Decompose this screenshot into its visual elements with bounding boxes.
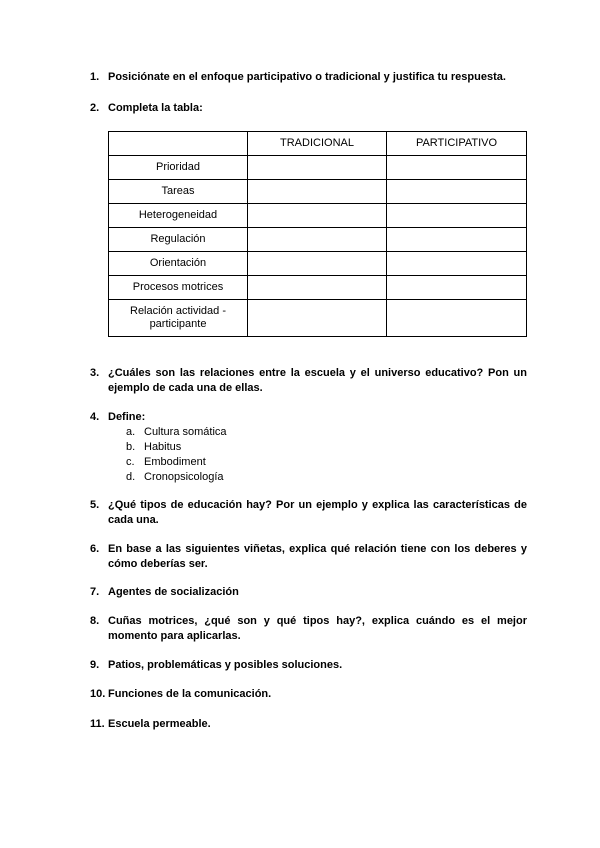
table-row: [109, 276, 527, 300]
question-number: 11.: [90, 718, 105, 730]
table-cell-tradicional[interactable]: [248, 156, 387, 180]
question-text: Define:: [108, 411, 146, 423]
table-cell-participativo[interactable]: [387, 156, 527, 180]
list-item-text: Habitus: [144, 441, 182, 453]
question-2: [90, 101, 527, 116]
table-cell-tradicional[interactable]: [248, 204, 387, 228]
question-11: [90, 717, 527, 732]
question-text: ¿Cuáles son las relaciones entre la escuela y el universo educativo? Pon un ejemplo de cada una de ellas.: [108, 367, 527, 394]
table-cell-participativo[interactable]: [387, 252, 527, 276]
question-text: Escuela permeable.: [108, 718, 211, 730]
question-4: [90, 410, 527, 425]
table-row-label: Procesos motrices: [109, 276, 248, 300]
question-number: 5.: [90, 499, 100, 511]
list-item: [126, 425, 227, 440]
question-text: En base a las siguientes viñetas, explica qué relación tiene con los deberes y cómo deberías ser.: [108, 543, 527, 570]
question-text: Agentes de socialización: [108, 586, 239, 598]
table-row: [109, 180, 527, 204]
list-item-letter: d.: [126, 471, 136, 483]
question-10: [90, 687, 527, 702]
question-text: Posiciónate en el enfoque participativo o tradicional y justifica tu respuesta.: [108, 71, 506, 83]
table-cell-tradicional[interactable]: [248, 300, 387, 337]
question-number: 7.: [90, 586, 100, 598]
question-5: [90, 498, 527, 528]
question-1: [90, 70, 527, 85]
question-number: 3.: [90, 367, 100, 379]
table-row-label: Tareas: [109, 180, 248, 204]
table-header-participativo: PARTICIPATIVO: [387, 132, 527, 156]
table-row: [109, 300, 527, 337]
table-cell-tradicional[interactable]: [248, 252, 387, 276]
list-item: [126, 455, 227, 470]
table-cell-participativo[interactable]: [387, 180, 527, 204]
comparison-table: [108, 131, 527, 337]
question-6: [90, 542, 527, 572]
table-cell-tradicional[interactable]: [248, 228, 387, 252]
table-cell-participativo[interactable]: [387, 300, 527, 337]
define-list: [126, 425, 227, 485]
question-text: ¿Qué tipos de educación hay? Por un ejemplo y explica las características de cada una.: [108, 499, 527, 526]
table-cell-participativo[interactable]: [387, 204, 527, 228]
table-row-label: Relación actividad - participante: [109, 300, 248, 337]
list-item-letter: a.: [126, 426, 136, 438]
question-number: 2.: [90, 102, 100, 114]
table-row-label: Heterogeneidad: [109, 204, 248, 228]
question-number: 10.: [90, 688, 106, 700]
question-text: Cuñas motrices, ¿qué son y qué tipos hay?, explica cuándo es el mejor momento para aplicarlas.: [108, 615, 527, 642]
question-text: Funciones de la comunicación.: [108, 688, 272, 700]
question-7: [90, 585, 527, 600]
list-item-letter: c.: [126, 456, 135, 468]
table-header-row: [109, 132, 527, 156]
table-header-tradicional: TRADICIONAL: [248, 132, 387, 156]
table-header-empty: [109, 132, 248, 156]
table-row-label: Prioridad: [109, 156, 248, 180]
table-row: [109, 252, 527, 276]
table-row-label: Regulación: [109, 228, 248, 252]
question-text: Completa la tabla:: [108, 102, 203, 114]
table-row: [109, 156, 527, 180]
list-item-letter: b.: [126, 441, 136, 453]
table-cell-participativo[interactable]: [387, 276, 527, 300]
list-item-text: Embodiment: [144, 456, 206, 468]
question-number: 1.: [90, 71, 100, 83]
table-cell-tradicional[interactable]: [248, 180, 387, 204]
list-item-text: Cronopsicología: [144, 471, 224, 483]
question-8: [90, 614, 527, 644]
question-text: Patios, problemáticas y posibles soluciones.: [108, 659, 343, 671]
table-row-label: Orientación: [109, 252, 248, 276]
question-number: 9.: [90, 659, 100, 671]
table-cell-tradicional[interactable]: [248, 276, 387, 300]
question-number: 4.: [90, 411, 100, 423]
list-item-text: Cultura somática: [144, 426, 227, 438]
table-cell-participativo[interactable]: [387, 228, 527, 252]
question-3: [90, 366, 527, 396]
table-row: [109, 228, 527, 252]
list-item: [126, 470, 227, 485]
question-number: 8.: [90, 615, 100, 627]
list-item: [126, 440, 227, 455]
question-9: [90, 658, 527, 673]
table-row: [109, 204, 527, 228]
question-number: 6.: [90, 543, 100, 555]
